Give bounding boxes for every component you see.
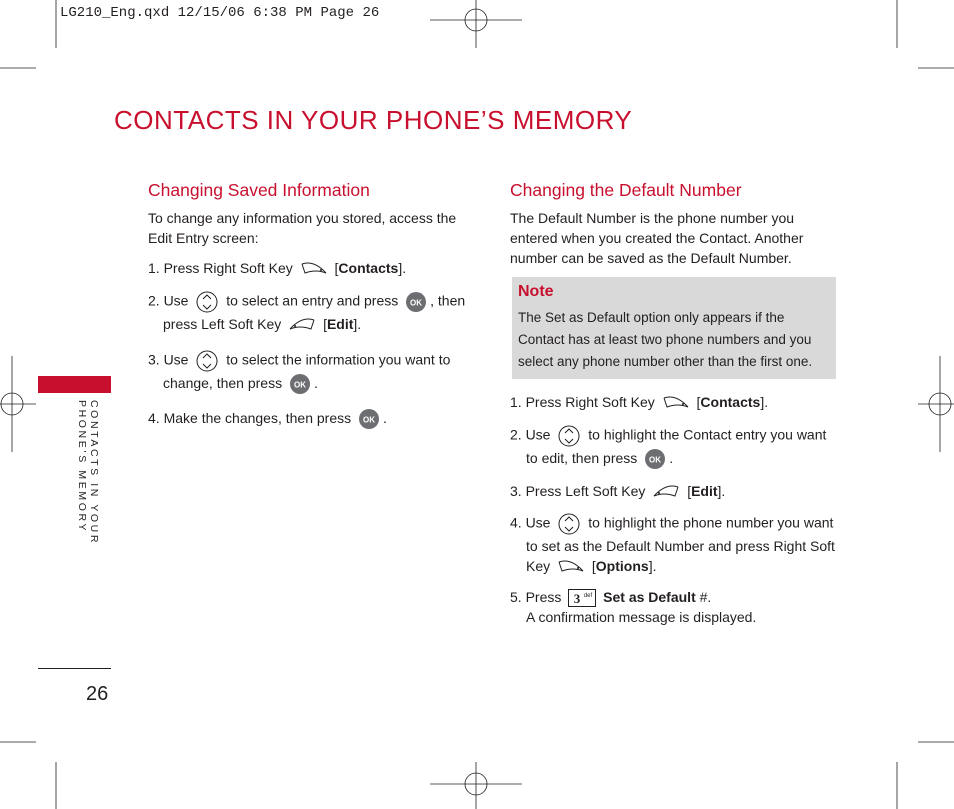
step-text: 4. Make the changes, then press: [148, 410, 352, 426]
step-text: 1. Press Right Soft Key: [148, 260, 293, 276]
section-tab: [38, 376, 111, 393]
navigation-key-icon: [195, 349, 219, 373]
left-intro: [148, 208, 456, 248]
registration-mark-bottom: [430, 762, 522, 809]
step-text: 2. Use: [510, 426, 551, 443]
right-soft-key-icon: [557, 557, 585, 577]
page-number-rule: [38, 668, 111, 669]
navigation-key-icon: [195, 290, 219, 314]
right-intro-line2: entered when you created the Contact. Another: [510, 230, 804, 246]
page-title: CONTACTS IN YOUR PHONE’S MEMORY: [114, 105, 633, 135]
step-text: to edit, then press: [526, 450, 638, 466]
bracket-open: [: [334, 260, 339, 276]
step-text: change, then press: [163, 375, 283, 391]
set-as-default-label: Set as Default: [603, 589, 696, 605]
note-title: Note: [518, 283, 554, 300]
left-intro-line1: To change any information you stored, access the: [148, 210, 457, 226]
right-step-1: 1. Press Right Soft Key [Contacts].: [510, 392, 768, 413]
left-step-3: [148, 349, 450, 395]
step-text: 5. Press: [510, 589, 562, 605]
step-text: to set as the Default Number and press Right Soft: [526, 538, 835, 554]
registration-mark-left: [0, 356, 36, 452]
ok-key-text: OK: [649, 455, 662, 465]
navigation-key-icon: [557, 424, 581, 448]
ok-key-icon: [644, 448, 666, 470]
note-box: [512, 277, 836, 379]
registration-mark-top: [430, 0, 522, 48]
note-line: select any phone number other than the first one.: [518, 354, 813, 369]
note-line: The Set as Default option only appears if the: [518, 310, 785, 325]
right-step-2: [510, 424, 826, 470]
step-text: to highlight the phone number you want: [588, 514, 834, 531]
right-intro: [510, 208, 803, 268]
right-intro-line3: number can be saved as the Default Number.: [510, 250, 792, 266]
step-text: #.: [699, 589, 712, 605]
edit-label: Edit: [326, 316, 354, 332]
note-line: Contact has at least two phone numbers and you: [518, 332, 812, 347]
right-step-3: 3. Press Left Soft Key [Edit].: [510, 481, 725, 502]
navigation-key-icon: [557, 512, 581, 536]
step-text: .: [383, 410, 387, 426]
registration-mark-right: [918, 356, 954, 452]
key-3-digit: 3: [574, 591, 581, 607]
left-soft-key-icon: [288, 315, 316, 335]
step-text: 4. Use: [510, 514, 551, 531]
ok-key-text: OK: [363, 415, 376, 425]
left-step-1: [148, 258, 406, 279]
note-body: [518, 307, 812, 373]
left-heading: Changing Saved Information: [148, 180, 370, 200]
step-text: 3. Press Left Soft Key: [510, 483, 646, 499]
left-step-2: 2. Use to select an entry and press OK , then press Left Soft Key [Edit].: [148, 290, 465, 335]
step-text: 3. Use: [148, 351, 189, 368]
side-section-label: [76, 400, 100, 545]
left-step-4: [148, 408, 387, 430]
step-text: A confirmation message is displayed.: [526, 609, 757, 626]
step-text: , then: [430, 292, 466, 309]
edit-label: Edit: [691, 483, 718, 499]
options-label: Options: [595, 558, 649, 574]
step-text: to select the information you want to: [226, 351, 451, 368]
ok-key-icon: [289, 373, 311, 395]
side-label-line1: CONTACTS IN YOUR: [88, 400, 100, 546]
contacts-label: Contacts: [338, 260, 399, 276]
step-text: press Left Soft Key: [163, 316, 282, 332]
key-3-letters: def: [584, 593, 593, 600]
left-intro-line2: Edit Entry screen:: [148, 230, 259, 246]
page-number: 26: [86, 683, 109, 705]
right-intro-line1: The Default Number is the phone number you: [510, 210, 795, 226]
bracket-close: ].: [398, 260, 407, 276]
key-3-icon: [568, 589, 596, 607]
step-text: .: [669, 450, 674, 466]
left-soft-key-icon: [652, 482, 680, 502]
step-text: .: [313, 375, 318, 391]
step-text: Key: [526, 558, 551, 574]
right-soft-key-icon: [662, 393, 690, 413]
right-heading: Changing the Default Number: [510, 180, 742, 200]
ok-key-icon: [405, 291, 427, 313]
print-slug: LG210_Eng.qxd 12/15/06 6:38 PM Page 26: [60, 5, 380, 21]
ok-key-text: OK: [410, 298, 423, 308]
step-text: to highlight the Contact entry you want: [588, 426, 827, 443]
ok-key-text: OK: [293, 380, 306, 390]
contacts-label: Contacts: [700, 394, 761, 410]
ok-key-icon: [358, 408, 380, 430]
step-text: to select an entry and press: [226, 292, 399, 309]
right-step-4: 4. Use to highlight the phone number you want to set as the Default Number and press Right Soft Key [Options].: [510, 512, 835, 577]
right-soft-key-icon: [300, 259, 328, 279]
side-label-line2: PHONE’S MEMORY: [76, 400, 88, 534]
step-text: 2. Use: [148, 292, 189, 309]
step-text: 1. Press Right Soft Key: [510, 394, 655, 410]
right-step-5: [510, 587, 756, 627]
